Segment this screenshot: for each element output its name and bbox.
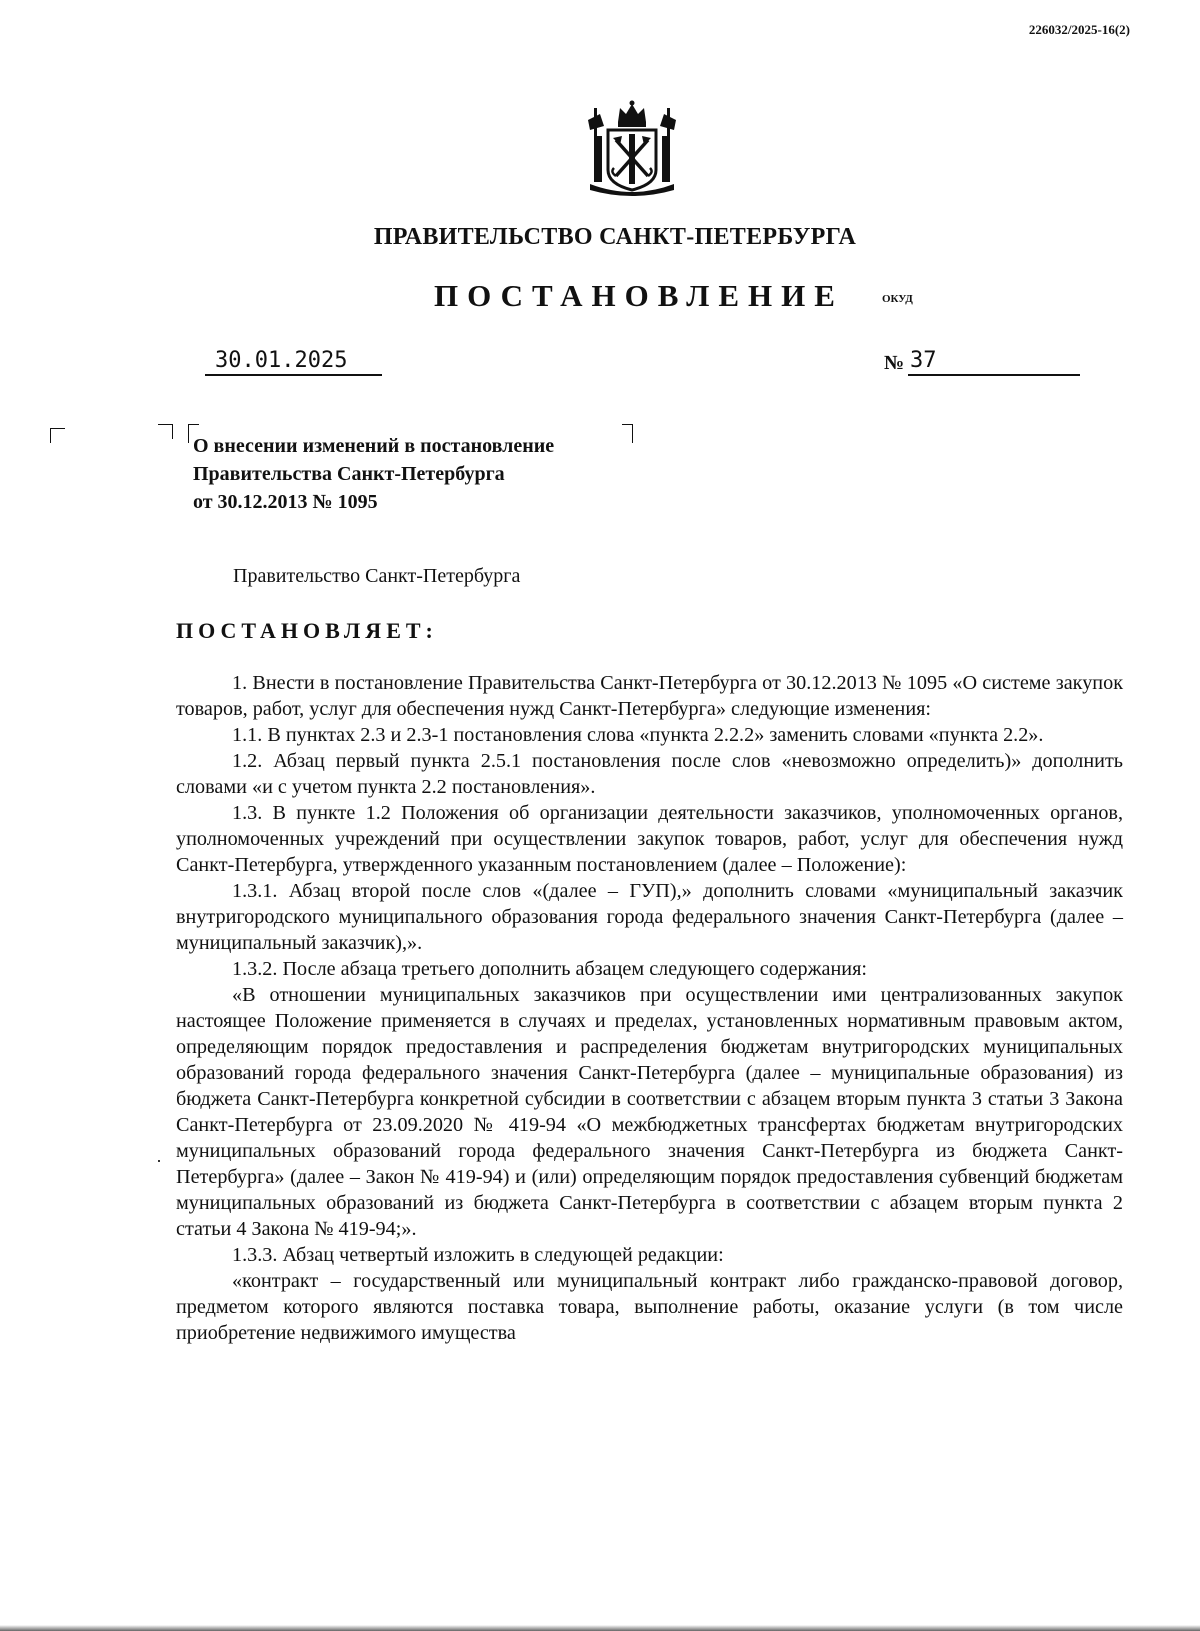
paragraph: «В отношении муниципальных заказчиков при осуществлении ими централизованных закупок настоящее Положение применяется в случаях и пределах, установленных нормативным правовым актом, определяющим порядок предоставления и распределения бюджетам внутригородских муниципальных образований города федерального значения Санкт-Петербурга (далее – муниципальные образования) из бюджета Санкт-Петербурга конкретной субсидии в соответствии с абзацем вторым пункта 3 статьи 3 Закона Санкт-Петербурга от 23.09.2020 № 419-94 «О межбюджетных трансфертах бюджетам внутригородских муниципальных образований города федерального значения Санкт-Петербурга из бюджета Санкт-Петербурга» (далее – Закон № 419-94) и (или) определяющим порядок предоставления субвенций бюджетам муниципальных образований из бюджета Санкт-Петербурга в соответствии с абзацем вторым пункта 2 статьи 4 Закона № 419-94;». — [176, 984, 1123, 1240]
subject-line: от 30.12.2013 № 1095 — [193, 491, 378, 513]
document-body — [176, 670, 1123, 1346]
paragraph: 1.3.1. Абзац второй после слов «(далее – ГУП),» дополнить словами «муниципальный заказчик внутригородского муниципального образования города федерального значения Санкт-Петербурга (далее – муниципальный заказчик),». — [176, 880, 1123, 954]
corner-mark — [158, 424, 173, 439]
preamble: Правительство Санкт-Петербурга — [233, 565, 521, 587]
paragraph: 1.3. В пункте 1.2 Положения об организации деятельности заказчиков, уполномоченных органов, уполномоченных учреждений при осуществлении закупок товаров, работ, услуг для обеспечения нужд Санкт-Петербурга, утвержденного указанным постановлением (далее – Положение): — [176, 802, 1123, 876]
scan-artifact — [158, 1160, 160, 1162]
paragraph: 1.3.2. После абзаца третьего дополнить абзацем следующего содержания: — [232, 958, 867, 980]
document-date: 30.01.2025 — [205, 348, 382, 376]
registration-number: 226032/2025-16(2) — [1028, 22, 1130, 37]
subject-line: Правительства Санкт-Петербурга — [193, 463, 505, 485]
document-subject — [193, 432, 633, 516]
paragraph: «контракт – государственный или муниципальный контракт либо гражданско-правовой договор, предметом которого являются поставка товара, выполнение работы, оказание услуги (в том числе приобретение недвижимого имущества — [176, 1270, 1123, 1344]
org-title: ПРАВИТЕЛЬСТВО САНКТ-ПЕТЕРБУРГА — [373, 224, 857, 250]
paragraph: 1.1. В пунктах 2.3 и 2.3-1 постановления слова «пункта 2.2.2» заменить словами «пункта 2.2». — [232, 724, 1044, 746]
number-label: № — [884, 352, 905, 374]
scan-edge — [0, 1625, 1200, 1631]
corner-mark — [50, 428, 65, 443]
paragraph: 1. Внести в постановление Правительства Санкт-Петербурга от 30.12.2013 № 1095 «О системе закупок товаров, работ, услуг для обеспечения нужд Санкт-Петербурга» следующие изменения: — [176, 672, 1123, 720]
document-number: 37 — [908, 348, 1080, 376]
paragraph: 1.2. Абзац первый пункта 2.5.1 постановления после слов «невозможно определить)» дополнить словами «и с учетом пункта 2.2 постановления». — [176, 750, 1123, 798]
okud-label: ОКУД — [882, 293, 913, 305]
paragraph: 1.3.3. Абзац четвертый изложить в следующей редакции: — [232, 1244, 724, 1266]
decree-heading: ПОСТАНОВЛЯЕТ: — [176, 618, 438, 643]
coat-of-arms-icon — [580, 100, 684, 200]
subject-line: О внесении изменений в постановление — [193, 435, 555, 457]
document-type: ПОСТАНОВЛЕНИЕ — [434, 278, 844, 313]
